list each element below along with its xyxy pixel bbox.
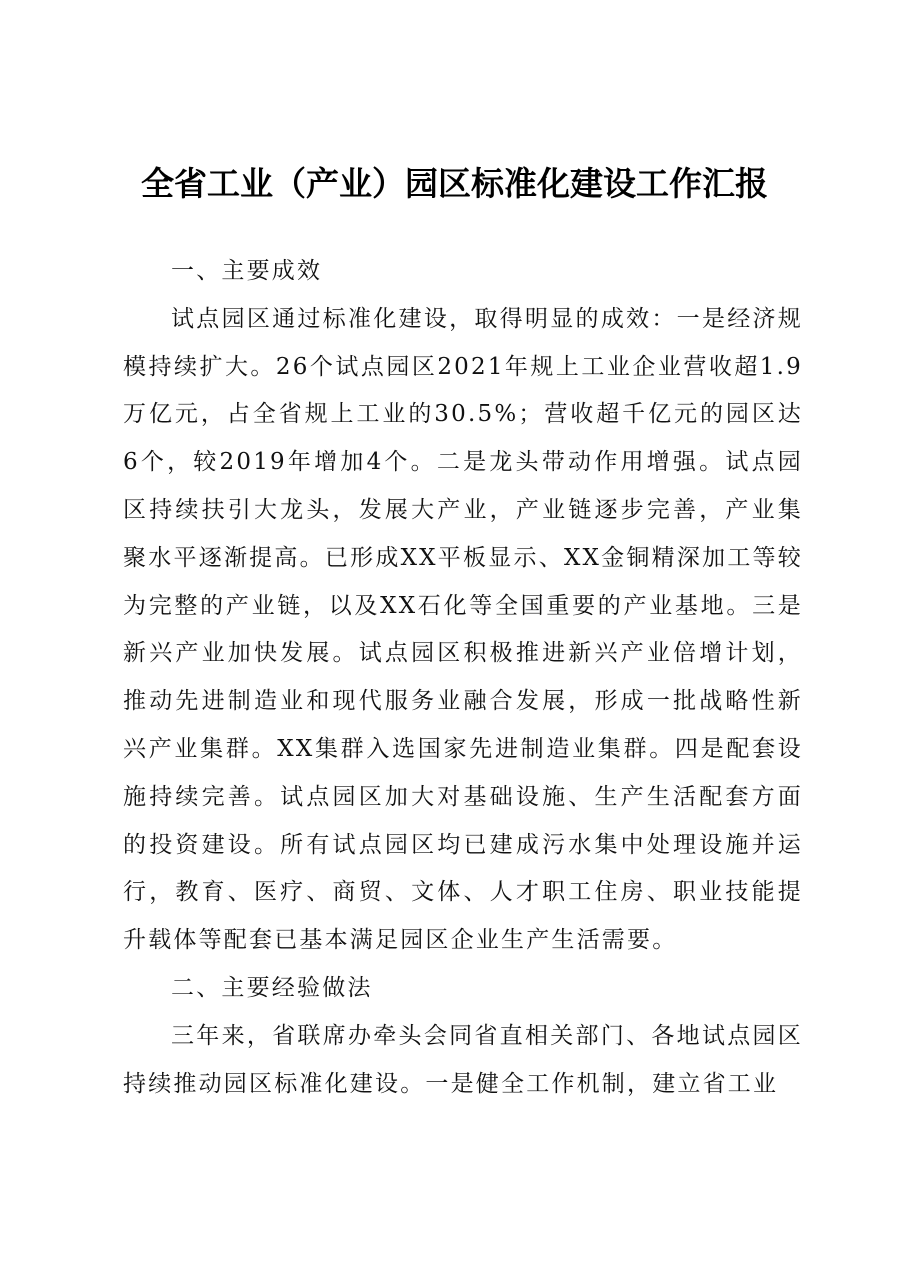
document-title: 全省工业（产业）园区标准化建设工作汇报 bbox=[141, 164, 768, 203]
section-heading-main-results: 一、主要成效 bbox=[171, 258, 323, 284]
document-body bbox=[123, 248, 803, 1108]
paragraph-main-experience: 三年来，省联席办牵头会同省直相关部门、各地试点园区持续推动园区标准化建设。一是健全工作机制，建立省工业 bbox=[123, 1022, 803, 1097]
paragraph-main-results: 试点园区通过标准化建设，取得明显的成效：一是经济规模持续扩大。26个试点园区2021年规上工业企业营收超1.9万亿元，占全省规上工业的30.5%；营收超千亿元的园区达6个，较2019年增加4个。二是龙头带动作用增强。试点园区持续扶引大龙头，发展大产业，产业链逐步完善，产业集聚水平逐渐提高。已形成XX平板显示、XX金铜精深加工等较为完整的产业链，以及XX石化等全国重要的产业基地。三是新兴产业加快发展。试点园区积极推进新兴产业倍增计划，推动先进制造业和现代服务业融合发展，形成一批战略性新兴产业集群。XX集群入选国家先进制造业集群。四是配套设施持续完善。试点园区加大对基础设施、生产生活配套方面的投资建设。所有试点园区均已建成污水集中处理设施并运行，教育、医疗、商贸、文体、人才职工住房、职业技能提升载体等配套已基本满足园区企业生产生活需要。 bbox=[123, 305, 803, 954]
section-heading-main-experience: 二、主要经验做法 bbox=[171, 974, 373, 1001]
